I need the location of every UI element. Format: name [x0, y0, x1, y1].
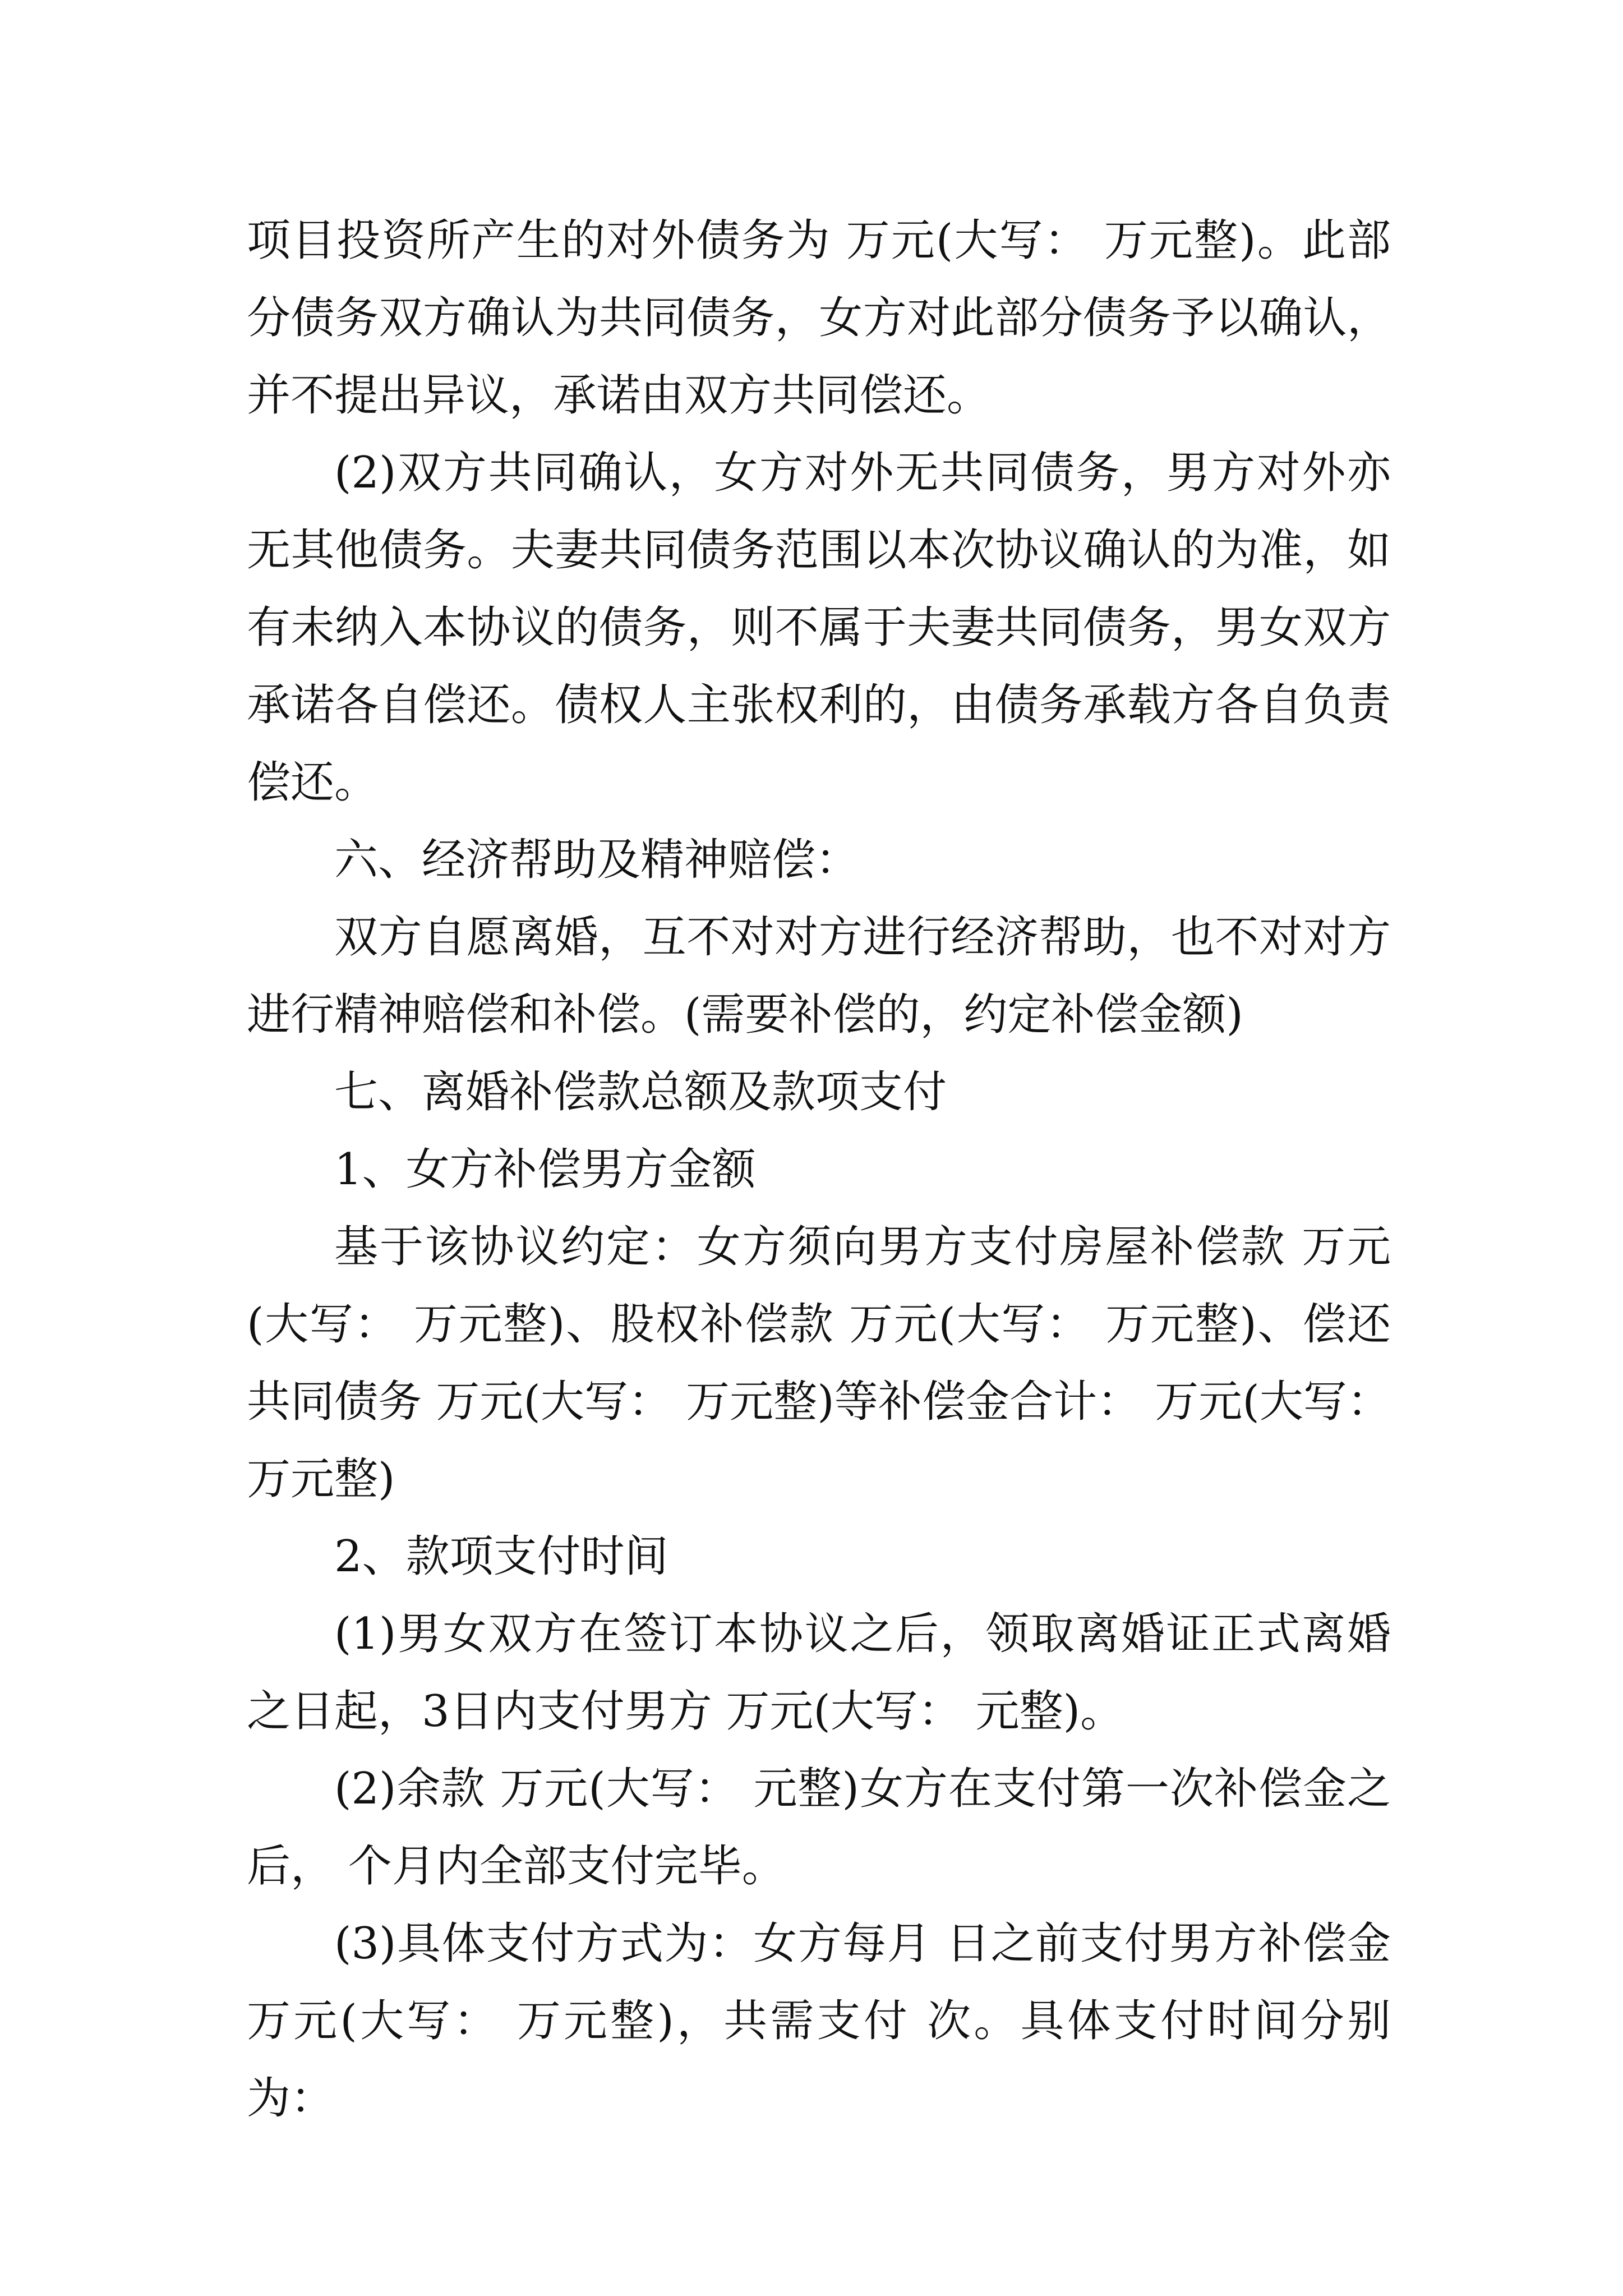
paragraph-economic-help: 双方自愿离婚，互不对对方进行经济帮助，也不对对方进行精神赔偿和补偿。(需要补偿的，约定补偿金额)	[247, 912, 1391, 1040]
paragraph-payment-remaining: (2)余款 万元(大写： 元整)女方在支付第一次补偿金之后， 个月内全部支付完毕。	[247, 1764, 1391, 1892]
paragraph-debt-confirmation: 项目投资所产生的对外债务为 万元(大写： 万元整)。此部分债务双方确认为共同债务，女方对此部分债务予以确认，并不提出异议，承诺由双方共同偿还。	[247, 215, 1391, 421]
subheading-compensation-amount: 1、女方补偿男方金额	[334, 1144, 756, 1195]
paragraph-joint-debt-scope: (2)双方共同确认，女方对外无共同债务，男方对外亦无其他债务。夫妻共同债务范围以本次协议确认的为准，如有未纳入本协议的债务，则不属于夫妻共同债务，男女双方承诺各自偿还。债权人主张权利的，由债务承载方各自负责偿还。	[247, 448, 1391, 808]
paragraph-compensation-amount: 基于该协议约定：女方须向男方支付房屋补偿款 万元(大写： 万元整)、股权补偿款 万元(大写： 万元整)、偿还共同债务 万元(大写： 万元整)等补偿金合计： 万元(大写： 万元整)	[247, 1222, 1405, 1504]
paragraph-payment-first: (1)男女双方在签订本协议之后，领取离婚证正式离婚之日起，3日内支付男方 万元(大写： 元整)。	[247, 1609, 1391, 1737]
section-heading-economic-help: 六、经济帮助及精神赔偿：	[334, 835, 860, 885]
section-heading-compensation: 七、离婚补偿款总额及款项支付	[334, 1067, 947, 1117]
document-page	[247, 202, 1405, 2137]
subheading-payment-time: 2、款项支付时间	[334, 1531, 668, 1582]
paragraph-payment-method: (3)具体支付方式为：女方每月 日之前支付男方补偿金 万元(大写： 万元整)，共需支付 次。具体支付时间分别为：	[247, 1918, 1405, 2124]
